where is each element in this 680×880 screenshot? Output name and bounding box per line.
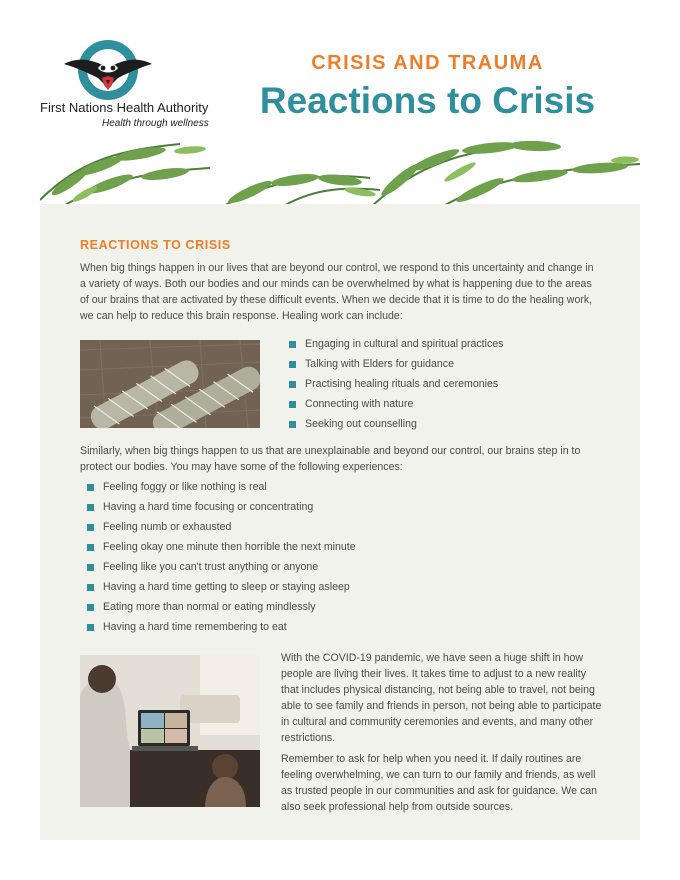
list-item xyxy=(87,537,356,557)
list-item xyxy=(289,334,503,354)
intro-paragraph: When big things happen in our lives that are beyond our control, we respond to this uncertainty and change in a variety of ways. Both our bodies and our minds can be overwhelmed by what is happening due to the areas of our brains that are activated by these difficult events. When we decide that it is time to do the healing work, we can help to reduce this brain response. Healing work can include: xyxy=(80,262,594,322)
covid-paragraph: With the COVID-19 pandemic, we have seen a huge shift in how people are living their lives. It takes time to adjust to a new reality that includes physical distancing, not being able to travel, not being able to see family and friends in person, not being able to participate in cultural and community ceremonies and events, and many other restrictions. xyxy=(281,652,602,744)
list-item xyxy=(87,557,356,577)
ask-for-help-paragraph: Remember to ask for help when you need it. If daily routines are feeling overwhelming, we can turn to our family and friends, as well as trusted people in our communities and ask for guidance. We can also seek professional help from outside sources. xyxy=(281,753,598,813)
sage-bundles-photo xyxy=(80,340,260,428)
page-kicker: CRISIS AND TRAUMA xyxy=(311,52,544,74)
list-item-text: Having a hard time remembering to eat xyxy=(103,621,287,633)
list-item-text: Feeling like you can't trust anything or anyone xyxy=(103,561,319,573)
video-call-photo xyxy=(80,655,260,807)
list-item-text: Practising healing rituals and ceremonies xyxy=(305,378,499,390)
list-item xyxy=(87,477,356,497)
square-bullet-icon xyxy=(87,544,94,551)
list-item xyxy=(87,597,356,617)
list-item xyxy=(87,617,356,637)
list-item-text: Engaging in cultural and spiritual practices xyxy=(305,338,504,350)
square-bullet-icon xyxy=(289,341,296,348)
list-item-text: Feeling numb or exhausted xyxy=(103,521,232,533)
square-bullet-icon xyxy=(87,524,94,531)
list-item xyxy=(289,354,503,374)
list-item xyxy=(87,517,356,537)
list-item-text: Seeking out counselling xyxy=(305,418,417,430)
list-item-text: Talking with Elders for guidance xyxy=(305,358,454,370)
square-bullet-icon xyxy=(87,564,94,571)
list-item xyxy=(289,394,503,414)
list-item xyxy=(289,414,503,434)
healing-work-list xyxy=(289,334,503,434)
square-bullet-icon xyxy=(289,421,296,428)
section-heading: REACTIONS TO CRISIS xyxy=(80,238,231,252)
square-bullet-icon xyxy=(289,401,296,408)
list-item xyxy=(87,497,356,517)
org-name: First Nations Health Authority xyxy=(40,100,209,115)
square-bullet-icon xyxy=(87,584,94,591)
list-item-text: Having a hard time focusing or concentrating xyxy=(103,501,314,513)
list-item xyxy=(289,374,503,394)
square-bullet-icon xyxy=(289,361,296,368)
list-item-text: Feeling okay one minute then horrible the next minute xyxy=(103,541,356,553)
square-bullet-icon xyxy=(87,624,94,631)
list-item-text: Eating more than normal or eating mindlessly xyxy=(103,601,316,613)
page-title: Reactions to Crisis xyxy=(259,80,596,121)
square-bullet-icon xyxy=(87,484,94,491)
experiences-intro-paragraph: Similarly, when big things happen to us that are unexplainable and beyond our control, our brains step in to protect our bodies. You may have some of the following experiences: xyxy=(80,445,581,473)
square-bullet-icon xyxy=(87,604,94,611)
list-item-text: Having a hard time getting to sleep or staying asleep xyxy=(103,581,350,593)
square-bullet-icon xyxy=(289,381,296,388)
org-tagline: Health through wellness xyxy=(102,118,209,129)
square-bullet-icon xyxy=(87,504,94,511)
list-item-text: Feeling foggy or like nothing is real xyxy=(103,481,267,493)
list-item-text: Connecting with nature xyxy=(305,398,414,410)
list-item xyxy=(87,577,356,597)
experiences-list xyxy=(87,477,356,637)
cedar-branch-illustration xyxy=(40,120,640,208)
